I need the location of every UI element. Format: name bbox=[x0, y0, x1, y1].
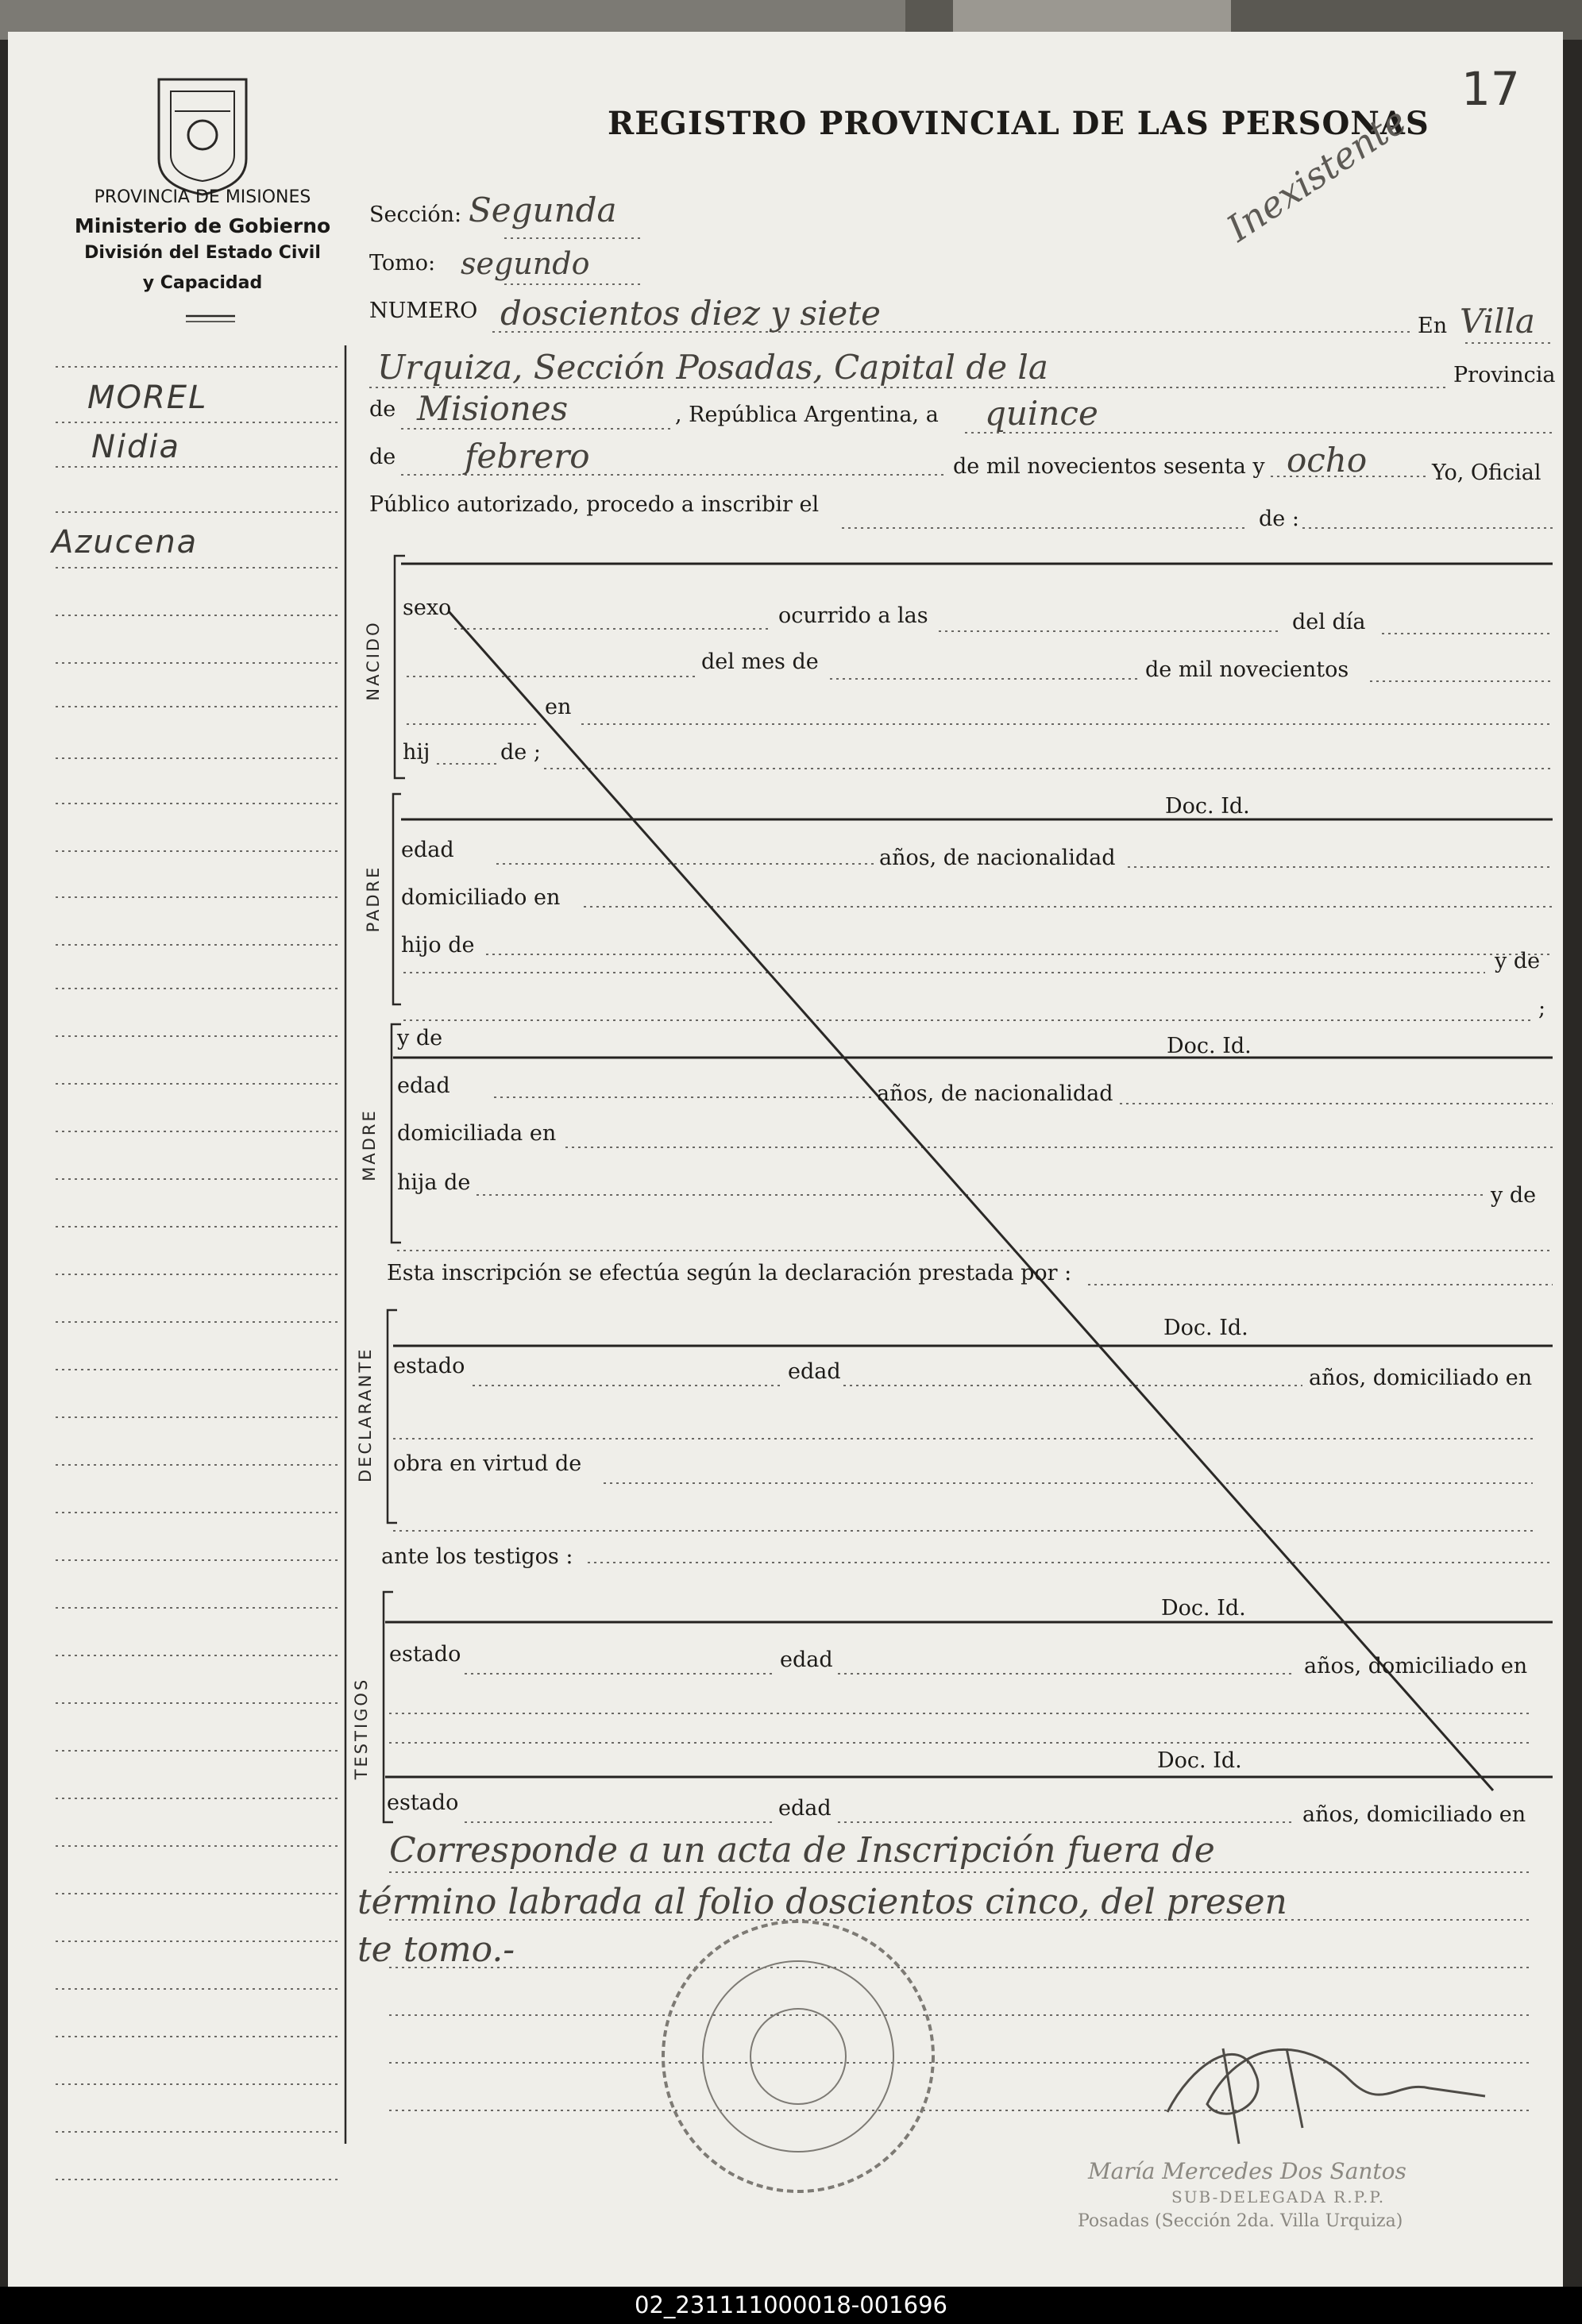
year-value: ocho bbox=[1287, 441, 1368, 480]
section-padre-title: PADRE bbox=[364, 865, 383, 933]
testigos-edad-1: edad bbox=[780, 1648, 833, 1672]
year-text: de mil novecientos sesenta y bbox=[953, 454, 1265, 479]
padre-semicolon: ; bbox=[1538, 996, 1546, 1021]
tomo-label: Tomo: bbox=[369, 251, 436, 276]
testigos-domiciliado-2: años, domiciliado en bbox=[1302, 1802, 1526, 1827]
madre-y-de2: y de bbox=[1491, 1183, 1537, 1208]
padre-y-de: y de bbox=[1495, 949, 1541, 973]
ante-testigos-text: ante los testigos : bbox=[381, 1544, 573, 1569]
cancellation-line bbox=[449, 611, 1493, 1790]
signature-name: María Mercedes Dos Santos bbox=[1088, 2158, 1406, 2184]
padre-edad: edad bbox=[401, 838, 454, 862]
province-label: PROVINCIA DE MISIONES bbox=[94, 187, 311, 207]
oficial-text: Yo, Oficial bbox=[1432, 461, 1541, 485]
padre-lines bbox=[403, 864, 1553, 1020]
padre-domiciliado: domiciliado en bbox=[401, 885, 561, 910]
nacido-en: en bbox=[545, 695, 572, 719]
republica-text: , República Argentina, a bbox=[675, 403, 939, 427]
seccion-value: Segunda bbox=[469, 191, 617, 229]
nacido-sexo: sexo bbox=[403, 595, 452, 620]
left-margin-ruling bbox=[56, 367, 338, 2179]
en-label: En bbox=[1418, 314, 1448, 338]
nacido-ocurrido: ocurrido a las bbox=[778, 603, 928, 628]
day-value: quince bbox=[985, 394, 1098, 433]
padre-hijo-de: hijo de bbox=[401, 933, 475, 958]
tomo-value: segundo bbox=[461, 246, 590, 281]
nacido-lines bbox=[407, 629, 1553, 769]
declarante-estado: estado bbox=[393, 1354, 465, 1378]
madre-y-de: y de bbox=[397, 1026, 443, 1050]
ministry-label: Ministerio de Gobierno bbox=[74, 214, 331, 237]
margin-annotation: Inexistente bbox=[1219, 98, 1415, 250]
declarante-domiciliado: años, domiciliado en bbox=[1309, 1366, 1533, 1390]
esta-inscripcion-text: Esta inscripción se efectúa según la declaración prestada por : bbox=[387, 1261, 1072, 1285]
de2-label: de bbox=[369, 445, 396, 469]
publico-text: Público autorizado, procedo a inscribir el bbox=[369, 492, 820, 517]
madre-domiciliada: domiciliada en bbox=[397, 1121, 557, 1146]
official-stamp bbox=[663, 1921, 933, 2191]
declarante-doc: Doc. Id. bbox=[1163, 1316, 1248, 1340]
scan-id: 02_231111000018-001696 bbox=[635, 2291, 947, 2318]
page-number: 17 bbox=[1461, 62, 1520, 116]
note-line-3: te tomo.- bbox=[357, 1929, 515, 1970]
madre-lines bbox=[397, 1097, 1553, 1251]
section-madre-title: MADRE bbox=[360, 1108, 379, 1181]
signature-role: SUB-DELEGADA R.P.P. bbox=[1171, 2187, 1386, 2206]
scan-id-bar bbox=[0, 2287, 1582, 2324]
nacido-hij: hij bbox=[403, 740, 430, 765]
numero-value: doscientos diez y siete bbox=[500, 294, 881, 333]
madre-nacionalidad: años, de nacionalidad bbox=[877, 1081, 1113, 1106]
section-declarante-title: DECLARANTE bbox=[356, 1347, 375, 1482]
seccion-label: Sección: bbox=[369, 202, 462, 227]
padre-nacionalidad: años, de nacionalidad bbox=[879, 846, 1116, 870]
margin-middle-name: Azucena bbox=[52, 524, 199, 561]
padre-doc: Doc. Id. bbox=[1165, 794, 1250, 819]
page-title: REGISTRO PROVINCIAL DE LAS PERSONAS bbox=[608, 105, 1430, 142]
note-line-1: Corresponde a un acta de Inscripción fuera de bbox=[389, 1830, 1215, 1871]
provincia-value: Misiones bbox=[417, 389, 569, 428]
madre-edad: edad bbox=[397, 1073, 450, 1098]
margin-surname: MOREL bbox=[87, 380, 208, 416]
testigos-estado-1: estado bbox=[389, 1642, 461, 1667]
division-label: División del Estado Civil bbox=[84, 243, 321, 263]
signature-location: Posadas (Sección 2da. Villa Urquiza) bbox=[1078, 2211, 1403, 2231]
testigos-edad-2: edad bbox=[778, 1796, 832, 1821]
nacido-de: de ; bbox=[500, 740, 541, 765]
madre-doc: Doc. Id. bbox=[1167, 1034, 1252, 1058]
place-value: Urquiza, Sección Posadas, Capital de la bbox=[377, 348, 1048, 387]
madre-hija-de: hija de bbox=[397, 1170, 471, 1195]
nacido-del-dia: del día bbox=[1292, 610, 1366, 634]
testigos-estado-2: estado bbox=[387, 1790, 459, 1815]
month-value: febrero bbox=[465, 437, 590, 476]
section-testigos-title: TESTIGOS bbox=[352, 1677, 371, 1780]
de-colon: de : bbox=[1259, 507, 1299, 531]
nacido-mil-novecientos: de mil novecientos bbox=[1145, 657, 1349, 682]
nacido-del-mes: del mes de bbox=[701, 649, 819, 674]
testigos-doc-1: Doc. Id. bbox=[1161, 1596, 1246, 1621]
en-value: Villa bbox=[1460, 302, 1535, 341]
section-nacido-title: NACIDO bbox=[364, 620, 383, 701]
numero-label: NUMERO bbox=[369, 299, 478, 323]
declarante-edad: edad bbox=[788, 1359, 841, 1384]
provincia-label: Provincia bbox=[1453, 363, 1556, 387]
coat-of-arms-emblem bbox=[159, 79, 246, 195]
de-label: de bbox=[369, 397, 396, 422]
testigos-lines bbox=[389, 1674, 1533, 1743]
testigos-domiciliado-1: años, domiciliado en bbox=[1304, 1654, 1528, 1678]
testigos-doc-2: Doc. Id. bbox=[1157, 1748, 1242, 1773]
declarante-obra: obra en virtud de bbox=[393, 1451, 582, 1476]
division-label-2: y Capacidad bbox=[142, 273, 263, 293]
note-line-2: término labrada al folio doscientos cinco, del presen bbox=[357, 1882, 1287, 1922]
margin-first-name: Nidia bbox=[91, 429, 181, 465]
